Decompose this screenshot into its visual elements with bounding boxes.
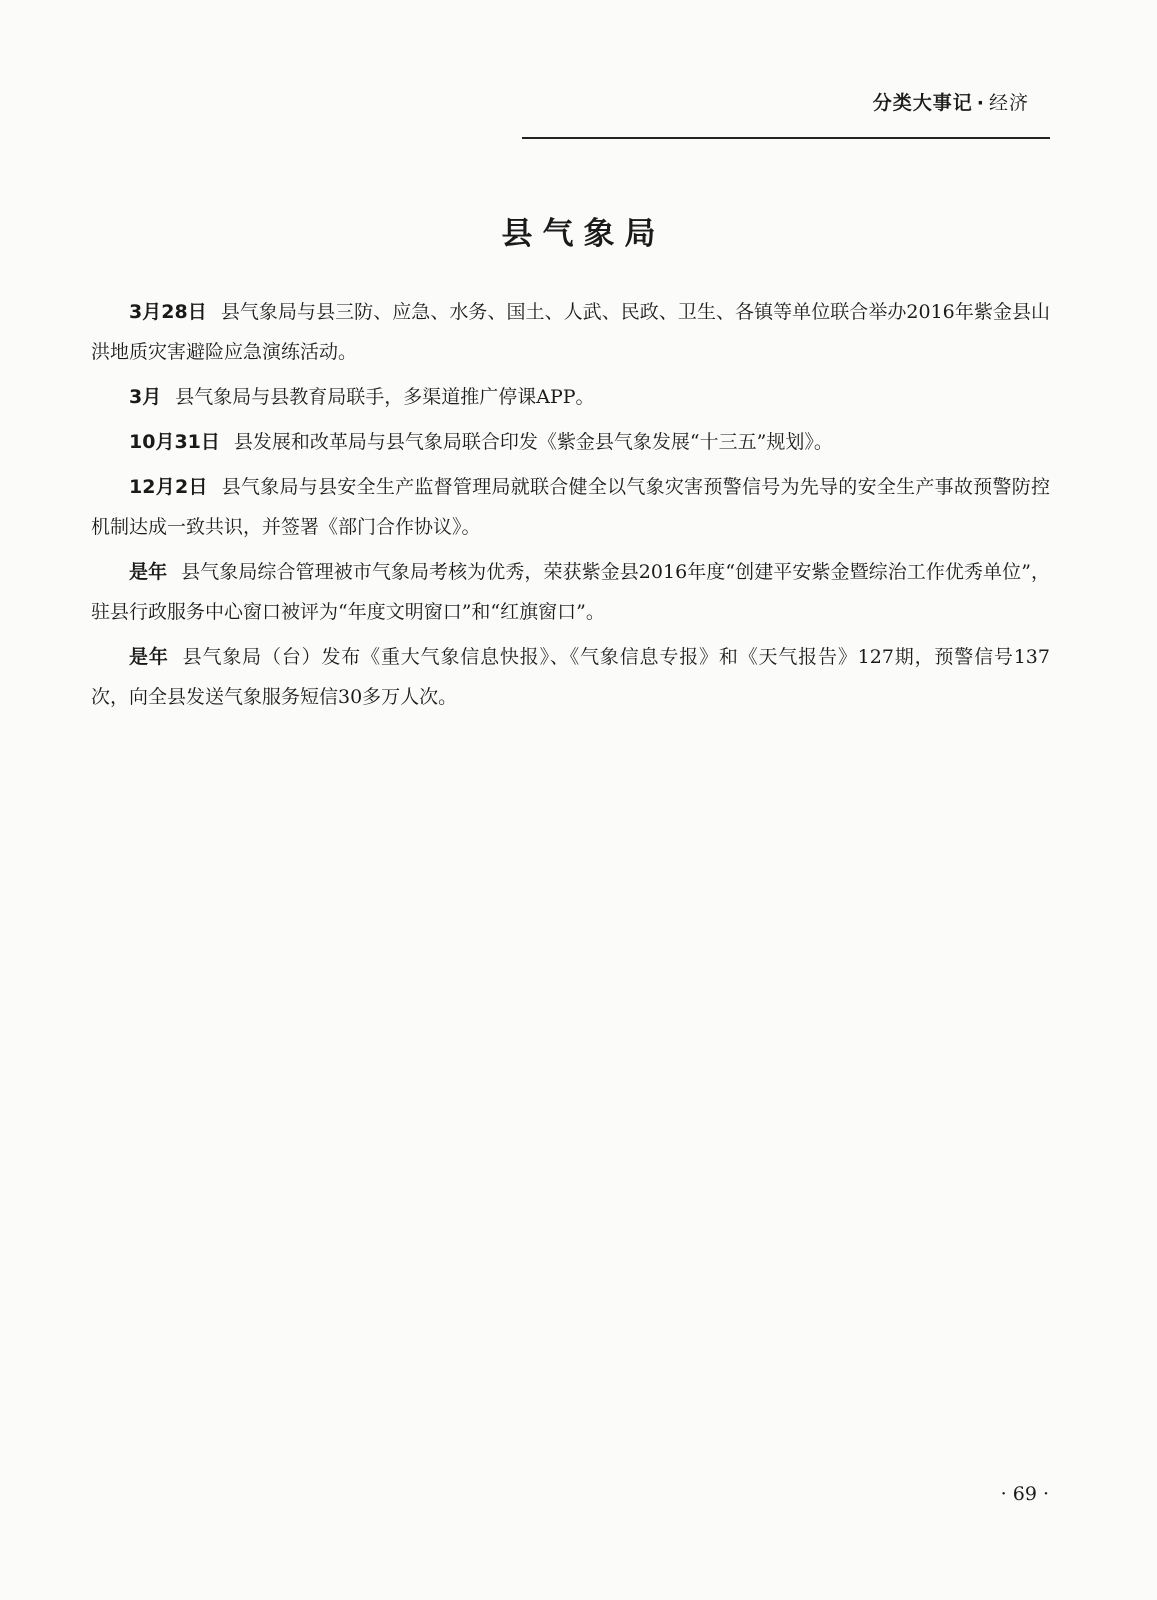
subsection-name: 经济	[988, 92, 1029, 114]
chronicle-entry	[91, 637, 1050, 717]
page-title: 县气象局	[501, 216, 666, 252]
entry-text: 县气象局综合管理被市气象局考核为优秀，荣获紫金县2016年度“创建平安紫金暨综治工作优秀单位”，驻县行政服务中心窗口被评为“年度文明窗口”和“红旗窗口”。	[91, 561, 1050, 623]
entry-date: 12月2日	[129, 476, 208, 498]
chronicle-entry	[91, 467, 1050, 547]
chronicle-entry	[91, 377, 1050, 417]
entry-date: 是年	[129, 646, 169, 668]
chronicle-entry	[91, 552, 1050, 632]
header-separator: ·	[976, 92, 985, 114]
entry-text: 县发展和改革局与县气象局联合印发《紫金县气象发展“十三五”规划》。	[233, 431, 833, 453]
page-number: · 69 ·	[1000, 1483, 1049, 1505]
entry-text: 县气象局与县教育局联手，多渠道推广停课APP。	[175, 386, 595, 408]
entry-date: 是年	[129, 561, 168, 583]
header-rule	[522, 137, 1050, 139]
entry-text: 县气象局与县三防、应急、水务、国土、人武、民政、卫生、各镇等单位联合举办2016年紫金县山洪地质灾害避险应急演练活动。	[91, 301, 1050, 363]
chronicle-entry	[91, 292, 1050, 372]
chronicle-entries	[91, 292, 1050, 722]
section-name: 分类大事记	[872, 92, 973, 114]
entry-text: 县气象局（台）发布《重大气象信息快报》、《气象信息专报》和《天气报告》127期，预警信号137次，向全县发送气象服务短信30多万人次。	[91, 646, 1050, 708]
entry-text: 县气象局与县安全生产监督管理局就联合健全以气象灾害预警信号为先导的安全生产事故预警防控机制达成一致共识，并签署《部门合作协议》。	[91, 476, 1050, 538]
chronicle-entry	[91, 422, 1050, 462]
entry-date: 10月31日	[129, 431, 220, 453]
entry-date: 3月28日	[129, 301, 207, 323]
running-header	[873, 88, 1029, 115]
entry-date: 3月	[129, 386, 162, 408]
